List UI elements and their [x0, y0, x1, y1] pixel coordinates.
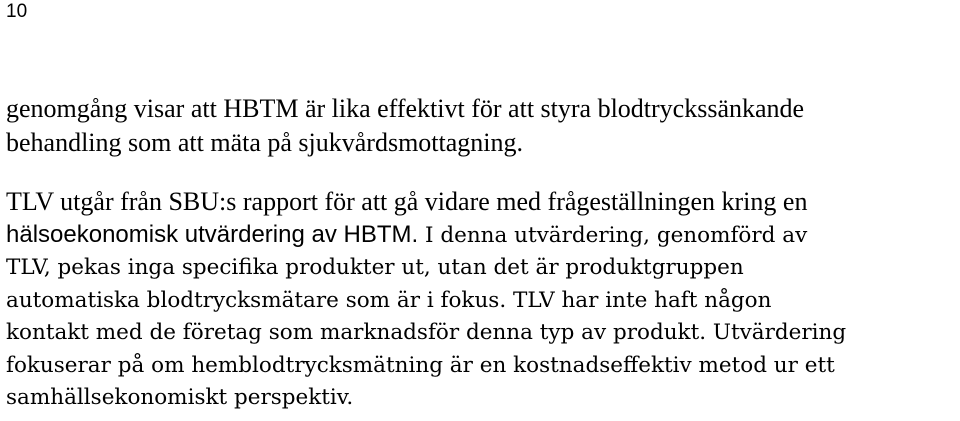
- paragraph-2: [6, 186, 846, 415]
- text-segment: hälsoekonomisk utvärdering av HBTM.: [6, 220, 419, 248]
- text-line-mixed: [6, 219, 846, 253]
- text-line: TLV utgår från SBU:s rapport för att gå vidare med frågeställningen kring en: [6, 187, 808, 216]
- text-line: samhällsekonomiskt perspektiv.: [6, 385, 354, 410]
- page-number: 10: [6, 1, 28, 22]
- text-segment: I denna utvärdering, genomförd av: [418, 222, 808, 248]
- paragraph-1: [6, 92, 804, 160]
- text-line: behandling som att mäta på sjukvårdsmottagning.: [6, 128, 524, 157]
- text-line: fokuserar på om hemblodtrycksmätning är en kostnadseffektiv metod ur ett: [6, 352, 835, 378]
- text-line: genomgång visar att HBTM är lika effektivt för att styra blodtryckssänkande: [6, 94, 805, 123]
- text-line: automatiska blodtrycksmätare som är i fokus. TLV har inte haft någon: [6, 287, 772, 313]
- text-line: kontakt med de företag som marknadsför denna typ av produkt. Utvärdering: [6, 320, 847, 345]
- text-line: TLV, pekas inga specifika produkter ut, utan det är produktgruppen: [6, 255, 744, 280]
